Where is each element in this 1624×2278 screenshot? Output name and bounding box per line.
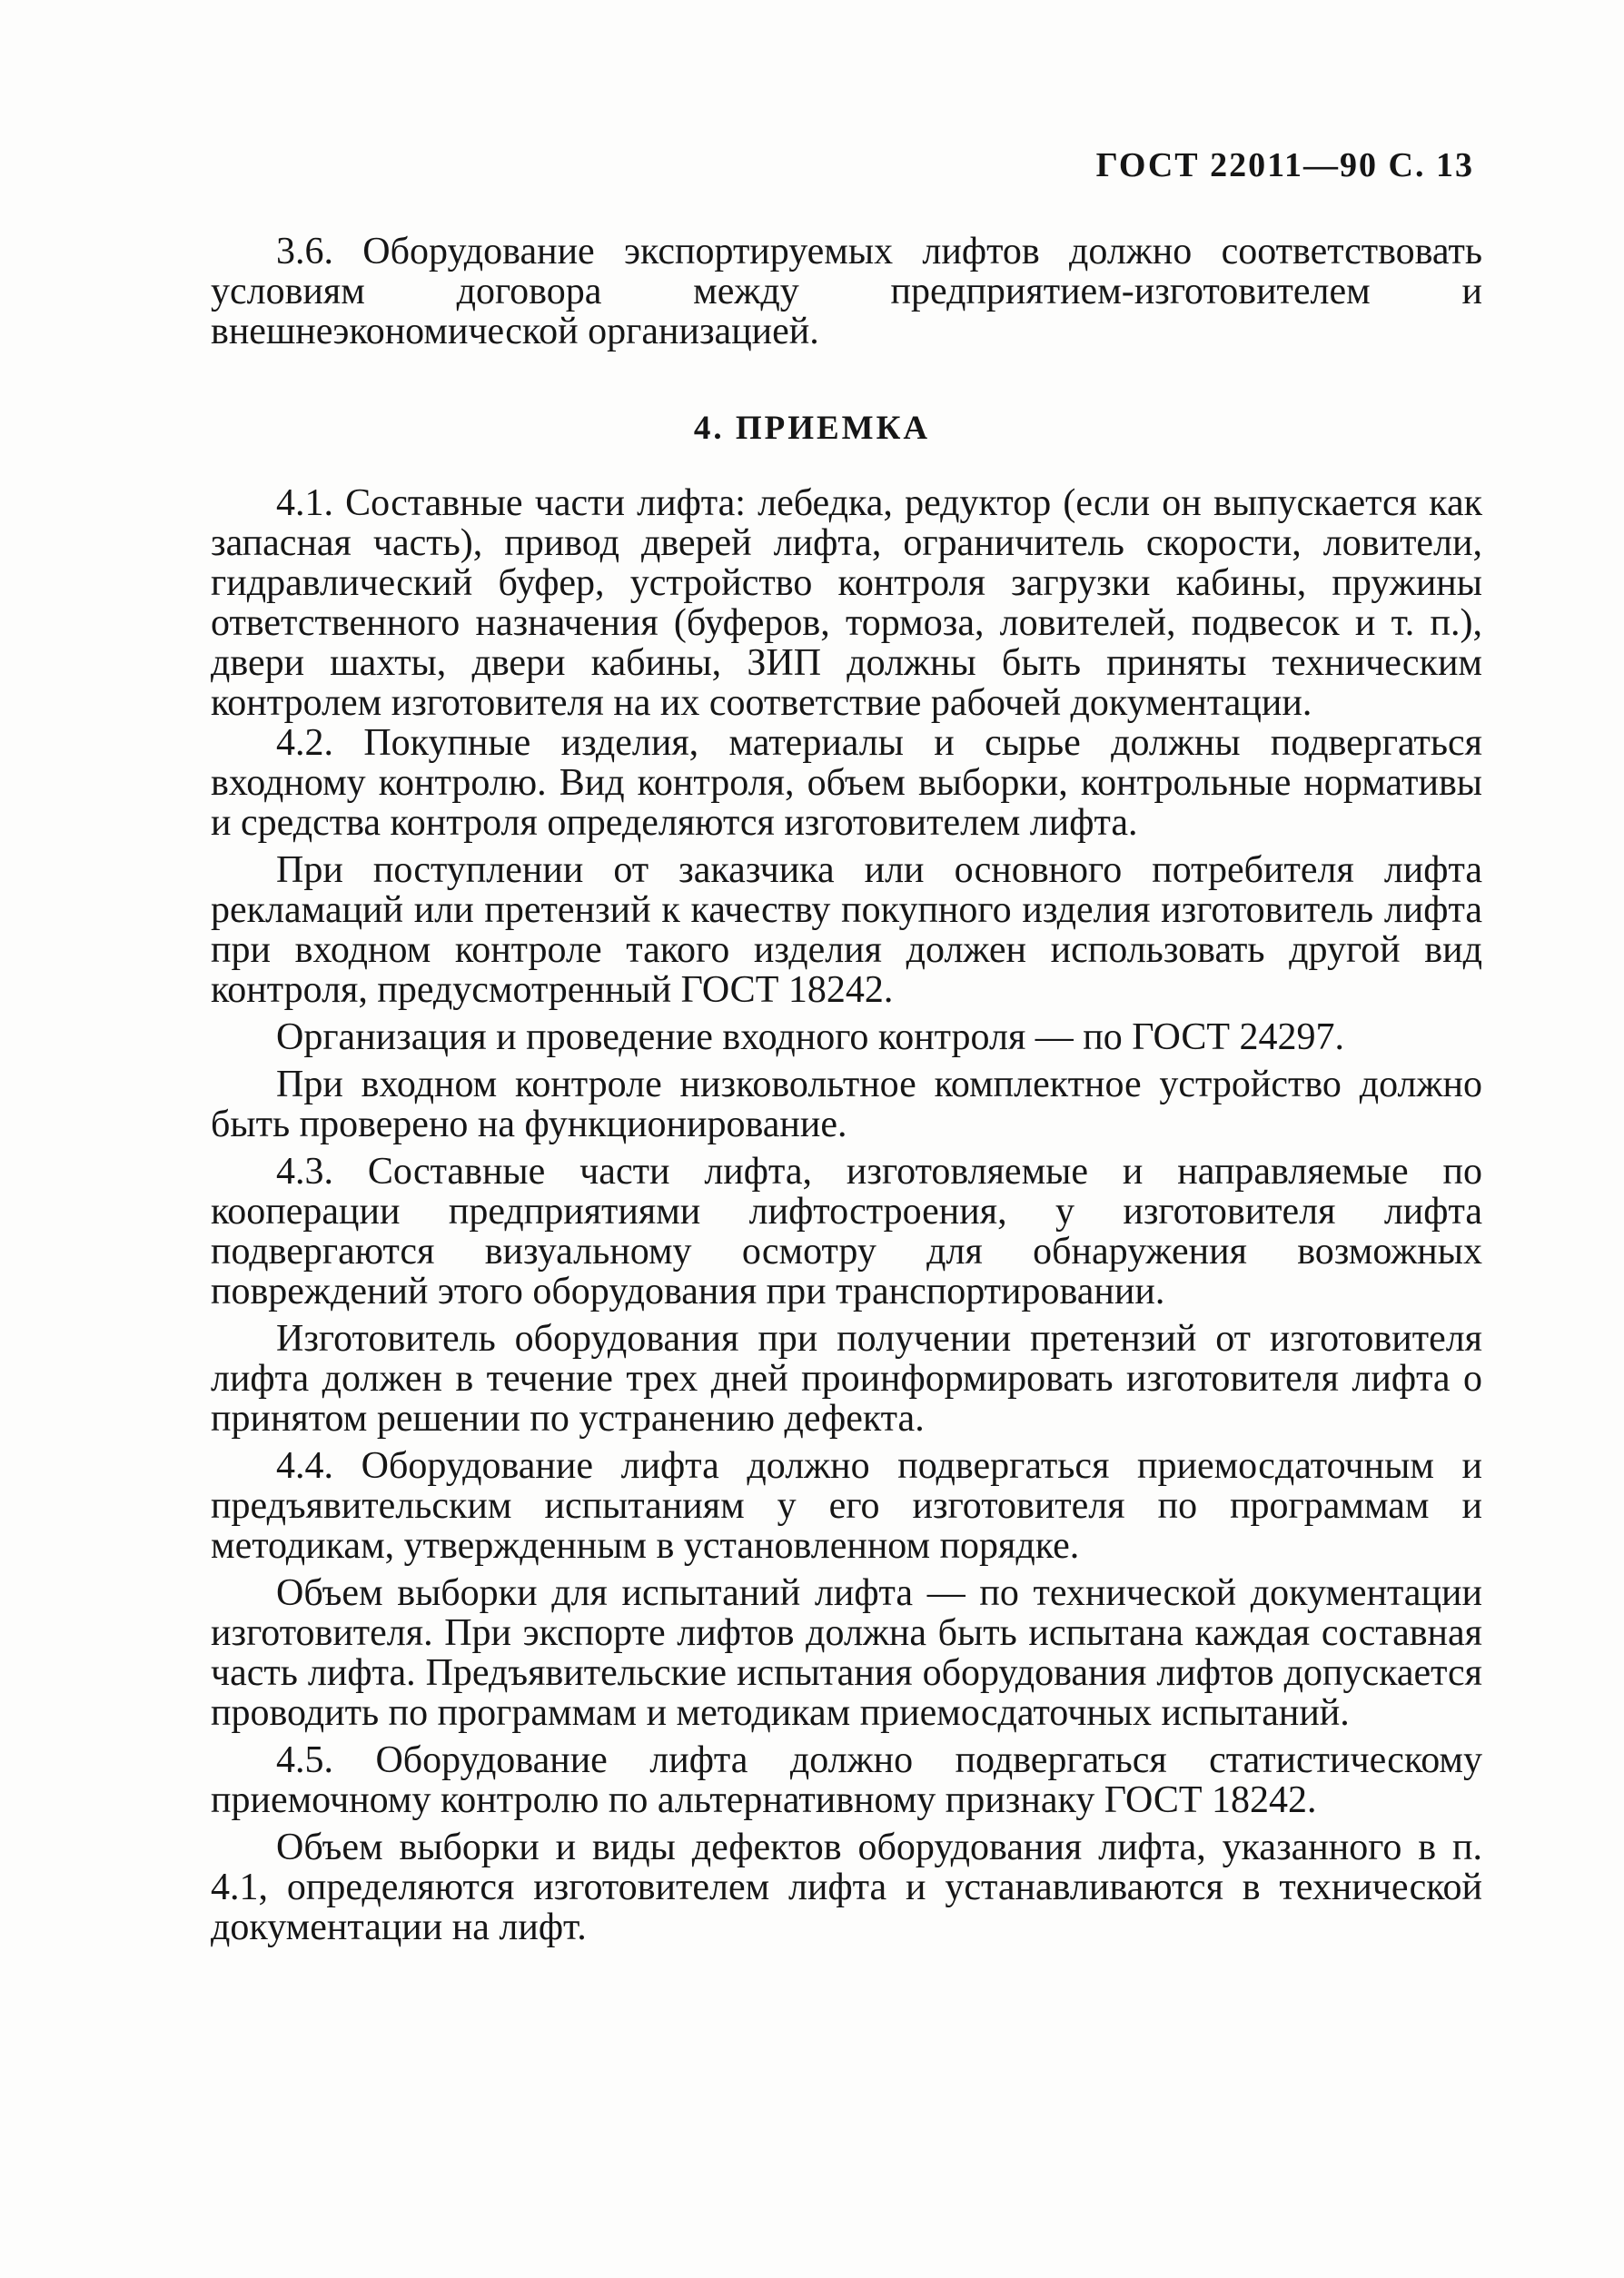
section-3-text [211, 232, 1482, 352]
paragraph-4-5: 4.5. Оборудование лифта должно подвергаться статистическому приемочному контролю по альтернативному признаку ГОСТ 18242. [211, 1739, 1482, 1821]
running-header: ГОСТ 22011—90 С. 13 [1095, 146, 1474, 184]
paragraph-4-4: 4.4. Оборудование лифта должно подвергаться приемосдаточным и предъявительским испытаниям у его изготовителя по программам и методикам, утвержденным в установленном порядке. [211, 1445, 1482, 1567]
paragraph-defects: Объем выборки и виды дефектов оборудования лифта, указанного в п. 4.1, определяются изготовителем лифта и устанавливаются в технической документации на лифт. [211, 1827, 1482, 1948]
paragraph-4-1: 4.1. Составные части лифта: лебедка, редуктор (если он выпускается как запасная часть), привод дверей лифта, ограничитель скорости, ловители, гидравлический буфер, устройство контроля загрузки кабины, пружины ответственного назначения (буферов, тормоза, ловителей, подвесок и т. п.), двери шахты, двери кабины, ЗИП должны быть приняты техническим контролем изготовителя на их соответствие рабочей документации. [211, 482, 1482, 724]
section-4-text [211, 483, 1482, 1947]
paragraph-sample-volume: Объем выборки для испытаний лифта — по технической документации изготовителя. При экспорте лифтов должна быть испытана каждая составная часть лифта. Предъявительские испытания оборудования лифтов допускается проводить по программам и методикам приемосдаточных испытаний. [211, 1572, 1482, 1734]
paragraph-4-3: 4.3. Составные части лифта, изготовляемые и направляемые по кооперации предприятиями лифтостроения, у изготовителя лифта подвергаются визуальному осмотру для обнаружения возможных повреждений этого оборудования при транспортировании. [211, 1151, 1482, 1312]
paragraph-manufacturer-claims: Изготовитель оборудования при получении претензий от изготовителя лифта должен в течение трех дней проинформировать изготовителя лифта о принятом решении по устранению дефекта. [211, 1318, 1482, 1440]
paragraph-3-6: 3.6. Оборудование экспортируемых лифтов должно соответствовать условиям договора между предприятием-изготовителем и внешнеэкономической организацией. [211, 231, 1482, 352]
paragraph-complaints: При поступлении от заказчика или основного потребителя лифта рекламаций или претензий к качеству покупного изделия изготовитель лифта при входном контроле такого изделия должен использовать другой вид контроля, предусмотренный ГОСТ 18242. [211, 849, 1482, 1011]
section-heading: 4. ПРИЕМКА [693, 410, 931, 447]
paragraph-input-control-org: Организация и проведение входного контроля — по ГОСТ 24297. [276, 1016, 1344, 1058]
paragraph-4-2: 4.2. Покупные изделия, материалы и сырье должны подвергаться входному контролю. Вид контроля, объем выборки, контрольные нормативы и средства контроля определяются изготовителем лифта. [211, 722, 1482, 844]
paragraph-low-voltage-device: При входном контроле низковольтное комплектное устройство должно быть проверено на функционирование. [211, 1064, 1482, 1145]
